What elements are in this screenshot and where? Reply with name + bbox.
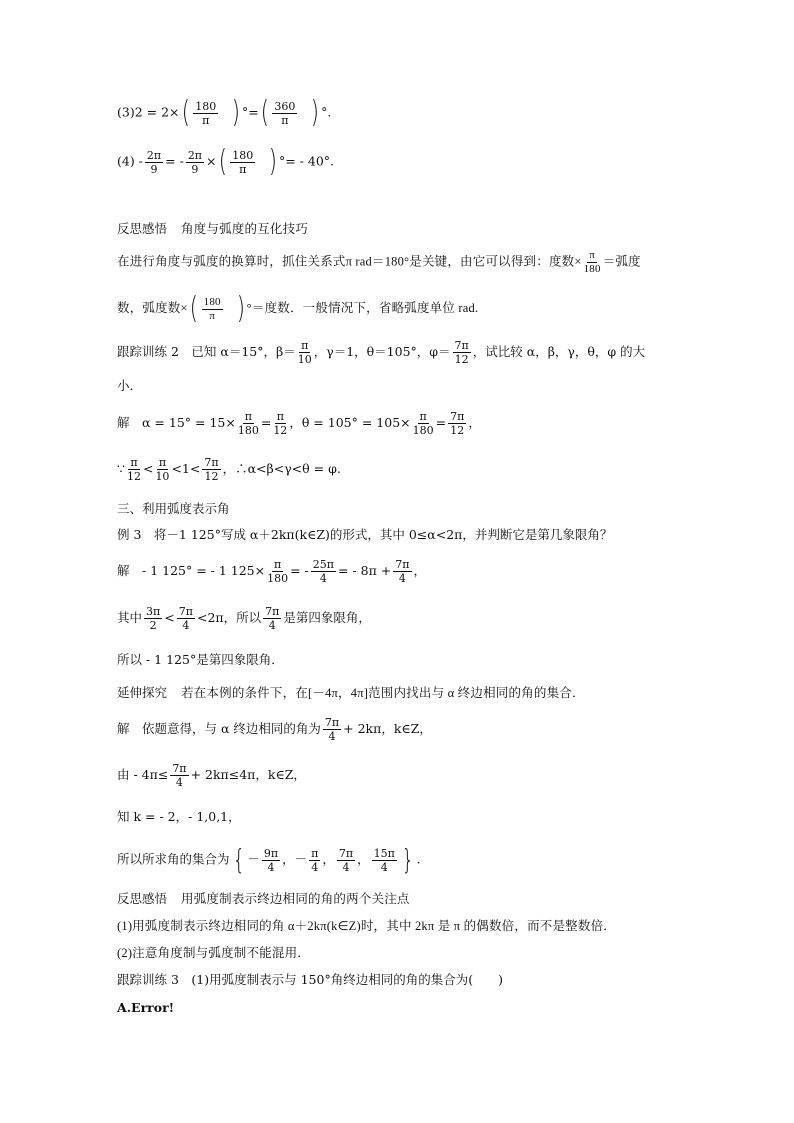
solution-3: 解 - 1 125° = - 1 125× $\frac{\pi}{180}$ = - $\frac{25\pi}{4}$ = - 8π + $\frac{7\pi}{4}$ ， [117, 558, 427, 585]
extension-heading: 延伸探究 若在本例的条件下，在[－4π，4π]范围内找出与 α 终边相同的角的集合． [117, 685, 585, 700]
fraction: $\frac{180}{\pi}$ [195, 99, 217, 127]
solution-2-inequality: ∵ $\frac{\pi}{12}$ < $\frac{\pi}{10}$ <1< $\frac{7\pi}{12}$ ，∴α<β<γ<θ = φ. [117, 456, 341, 483]
reflection-heading-2: 反思感悟 用弧度制表示终边相同的角的两个关注点 [117, 891, 410, 906]
reflection-point-1: (1)用弧度制表示终边相同的角 α＋2kπ(k∈Z)时，其中 2kπ 是 π 的偶数倍，而不是整数倍． [117, 919, 616, 933]
fraction: $\frac{360}{\pi}$ [274, 99, 296, 127]
equation-4: (4) - $\frac{2\pi}{9}$ = - $\frac{2\pi}{9}$ ×( $\frac{180}{\pi}$ ) °= - 40°. [117, 144, 334, 179]
reflection-point-2: (2)注意角度制与弧度制不能混用． [117, 946, 310, 960]
section-heading-3: 三、利用弧度表示角 [117, 501, 230, 516]
solution-4: 解 依题意得，与 α 终边相同的角为 $\frac{7\pi}{4}$ + 2kπ，k∈Z， [117, 716, 432, 743]
equation-3: (3)2 = 2×( $\frac{180}{\pi}$ ) °=( $\frac{360}{\pi}$ ) °. [117, 95, 332, 130]
reflection-body-line-1: 在进行角度与弧度的换算时，抓住关系式π rad＝180°是关键，由它可以得到：度数× $\frac{\pi}{180}$ ＝弧度 [117, 249, 641, 275]
reflection-body-line-2: 数，弧度数×( $\frac{180}{\pi}$ ) °＝度数．一般情况下，省略弧度单位 rad. [117, 291, 479, 326]
solution-3-conclusion: 所以 - 1 125°是第四象限角． [117, 652, 284, 667]
solution-4-k-values: 知 k = - 2，- 1,0,1， [117, 809, 241, 824]
example-3: 例 3 将－1 125°写成 α＋2kπ(k∈Z)的形式，其中 0≤α<2π，并判断它是第几象限角？ [117, 527, 613, 542]
solution-4-set: 所以所求角的集合为{ － $\frac{9\pi}{4}$ ，－ $\frac{\pi}{4}$ ， $\frac{7\pi}{4}$ ， $\frac{15\pi}{4}$ } . [117, 843, 421, 876]
option-a-error: A.Error! [117, 1000, 175, 1015]
tracking-exercise-3: 跟踪训练 3 (1)用弧度制表示与 150°角终边相同的角的集合为( ) [117, 972, 503, 987]
solution-3-quadrant: 其中 $\frac{3\pi}{2}$ < $\frac{7\pi}{4}$ <2π，所以 $\frac{7\pi}{4}$ 是第四象限角， [117, 605, 371, 632]
solution-4-range: 由 - 4π≤ $\frac{7\pi}{4}$ + 2kπ≤4π，k∈Z， [117, 762, 306, 789]
solution-2: 解 α = 15° = 15× $\frac{\pi}{180}$ = $\frac{\pi}{12}$ ，θ = 105° = 105× $\frac{\pi}{180}$ = $\frac{7\pi}{12}$ ， [117, 410, 481, 437]
tracking-exercise-2: 跟踪训练 2 已知 α＝15°，β＝ $\frac{\pi}{10}$ ，γ＝1，θ＝105°，φ＝ $\frac{7\pi}{12}$ ，试比较 α，β，γ，θ，φ 的大 [117, 339, 646, 366]
reflection-heading-1: 反思感悟 角度与弧度的互化技巧 [117, 221, 309, 236]
tracking-exercise-2-cont: 小． [117, 378, 143, 393]
